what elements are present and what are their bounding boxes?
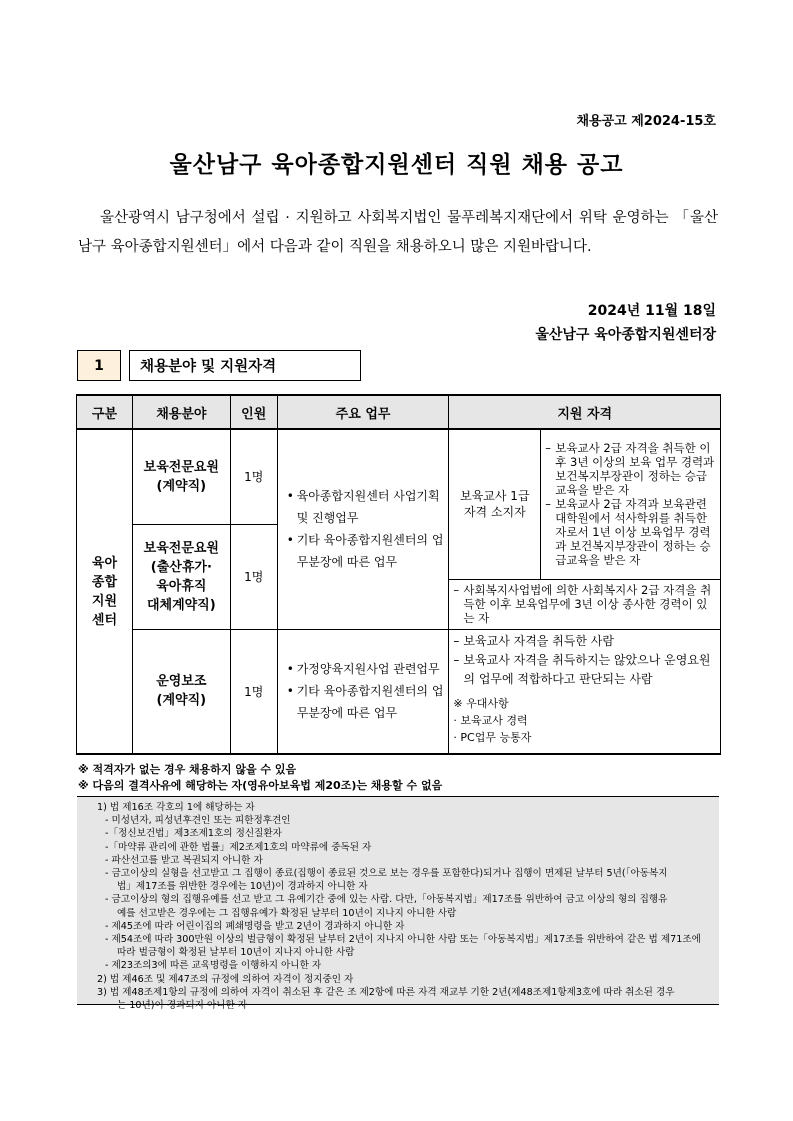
count-cell: 1명 (230, 524, 277, 629)
notice-number: 채용공고 제2024-15호 (576, 114, 716, 129)
qualification-item: – 보육교사 2급 자격을 취득한 이후 3년 이상의 보육 업무 경력과 보건복지부장관이 정하는 승급교육을 받은 자 (545, 441, 716, 497)
header-category: 구분 (77, 395, 133, 429)
duty-item: • 기타 육아종합지원센터의 업무분장에 따른 업무 (287, 529, 444, 573)
table-row (77, 429, 721, 524)
header-duties: 주요 업무 (277, 395, 449, 429)
qualification-item: – 보육교사 자격을 취득한 사람 (453, 632, 716, 651)
notice-date: 2024년 11월 18일 (587, 303, 716, 319)
disqualification-item: - 제23조의3에 따른 교육명령을 이행하지 아니한 자 (105, 960, 322, 972)
count-cell: 1명 (230, 429, 277, 524)
duties-cell (277, 429, 449, 629)
count-cell: 1명 (230, 629, 277, 754)
preference-item: · PC업무 능통자 (453, 730, 532, 744)
disqualification-item: 2) 법 제46조 및 제47조의 규정에 의하여 자격이 정지중인 자 (97, 973, 354, 985)
header-qualifications: 지원 자격 (449, 395, 721, 429)
disqualification-item: - 파산선고를 받고 복권되지 아니한 자 (105, 854, 263, 866)
section-number: 1 (77, 350, 121, 381)
duty-item: • 육아종합지원센터 사업기획 및 진행업무 (287, 485, 444, 529)
field-cell: 보육전문요원 (계약직) (132, 429, 230, 524)
preferences-title: ※ 우대사항 (453, 696, 509, 710)
qualification-item: – 보육교사 2급 자격과 보육관련 대학원에서 석사학위를 취득한 자로서 1년 이상 보육업무 경력과 보건복지부장관이 정하는 승급교육을 받은 자 (545, 497, 716, 567)
disqualification-item: - 제54조에 따라 300만원 이상의 벌금형이 확정된 날부터 2년이 지나지 아니한 사람 또는「아동복지법」제17조를 위반하여 같은 법 제71조에 (105, 934, 701, 946)
header-field: 채용분야 (132, 395, 230, 429)
field-cell: 운영보조 (계약직) (132, 629, 230, 754)
disqualification-item: - 금고이상의 실형을 선고받고 그 집행이 종료(집행이 종료된 것으로 보는 경우를 포함한다)되거나 집행이 면제된 날부터 5년(「아동복지 (105, 868, 668, 880)
qualification-full-cell (449, 579, 721, 629)
disqualification-list (77, 796, 719, 1012)
category-cell: 육아 종합 지원 센터 (77, 429, 133, 754)
qualification-full-cell (449, 629, 721, 754)
qualification-item: – 보육교사 자격을 취득하지는 않았으나 운영요원의 업무에 적합하다고 판단되는 사람 (453, 651, 716, 689)
table-row (77, 629, 721, 754)
duty-item: • 가정양육지원사업 관련업무 (287, 658, 444, 680)
intro-paragraph (78, 204, 718, 262)
header-count: 인원 (230, 395, 277, 429)
disqualification-item: 3) 법 제48조제1항의 규정에 의하여 자격이 취소된 후 같은 조 제2항에 따른 자격 재교부 기한 2년(제48조제1항제3호에 따라 취소된 경우 (97, 986, 675, 998)
page-title: 울산남구 육아종합지원센터 직원 채용 공고 (169, 152, 624, 178)
disqualification-item: 1) 법 제16조 각호의 1에 해당하는 자 (97, 802, 255, 813)
section-title: 채용분야 및 지원자격 (129, 350, 361, 381)
preferences (449, 695, 720, 746)
recruitment-table (76, 394, 721, 755)
organization-name: 울산남구 육아종합지원센터장 (535, 327, 716, 343)
disqualification-item: 법」제17조를 위반한 경우에는 10년)이 경과하지 아니한 자 (117, 881, 368, 893)
duties-cell (277, 629, 449, 754)
note-item: ※ 다음의 결격사유에 해당하는 자(영유아보육법 제20조)는 채용할 수 없음 (78, 779, 443, 792)
disqualification-item: 따라 벌금형이 확정된 날부터 10년이 지나지 아니한 사람 (117, 947, 355, 959)
disqualification-item: -「마약류 관리에 관한 법률」제2조제1호의 마약류에 중독된 자 (105, 841, 372, 853)
disqualification-item: - 금고이상의 형의 집행유예를 선고 받고 그 유예기간 중에 있는 사람. 다만,「아동복지법」제17조를 위반하여 금고 이상의 형의 집행유 (105, 894, 668, 906)
qualification-left-cell: 보육교사 1급 자격 소지자 (449, 429, 541, 579)
disqualification-item: -「정신보건법」제3조제1호의 정신질환자 (105, 828, 282, 840)
qualification-right-cell (541, 429, 721, 579)
disqualification-item: - 미성년자, 피성년후견인 또는 피한정후견인 (105, 815, 291, 827)
note-item: ※ 적격자가 없는 경우 채용하지 않을 수 있음 (78, 763, 297, 776)
intro-text: 울산광역시 남구청에서 설립 · 지원하고 사회복지법인 물푸레복지재단에서 위탁 운영하는 「울산남구 육아종합지원센터」에서 다음과 같이 직원을 채용하오니 많은 지원바랍니다. (78, 210, 718, 255)
duty-item: • 기타 육아종합지원센터의 업무분장에 따른 업무 (287, 680, 444, 724)
disqualification-item: 는 10년)이 경과되지 아니한 자 (117, 1000, 248, 1012)
disqualification-item: - 제45조에 따라 어린이집의 폐쇄명령을 받고 2년이 경과하지 아니한 자 (105, 920, 405, 932)
preference-item: · 보육교사 경력 (453, 713, 528, 727)
notes (78, 762, 718, 794)
disqualification-item: 예를 선고받은 경우에는 그 집행유예가 확정된 날부터 10년이 지나지 아니한 사람 (117, 907, 457, 919)
field-cell: 보육전문요원 (출산휴가· 육아휴직 대체계약직) (132, 524, 230, 629)
table-header-row (77, 395, 721, 429)
qualification-item: – 사회복지사업법에 의한 사회복지사 2급 자격을 취득한 이후 보육업무에 3년 이상 종사한 경력이 있는 자 (453, 583, 716, 625)
